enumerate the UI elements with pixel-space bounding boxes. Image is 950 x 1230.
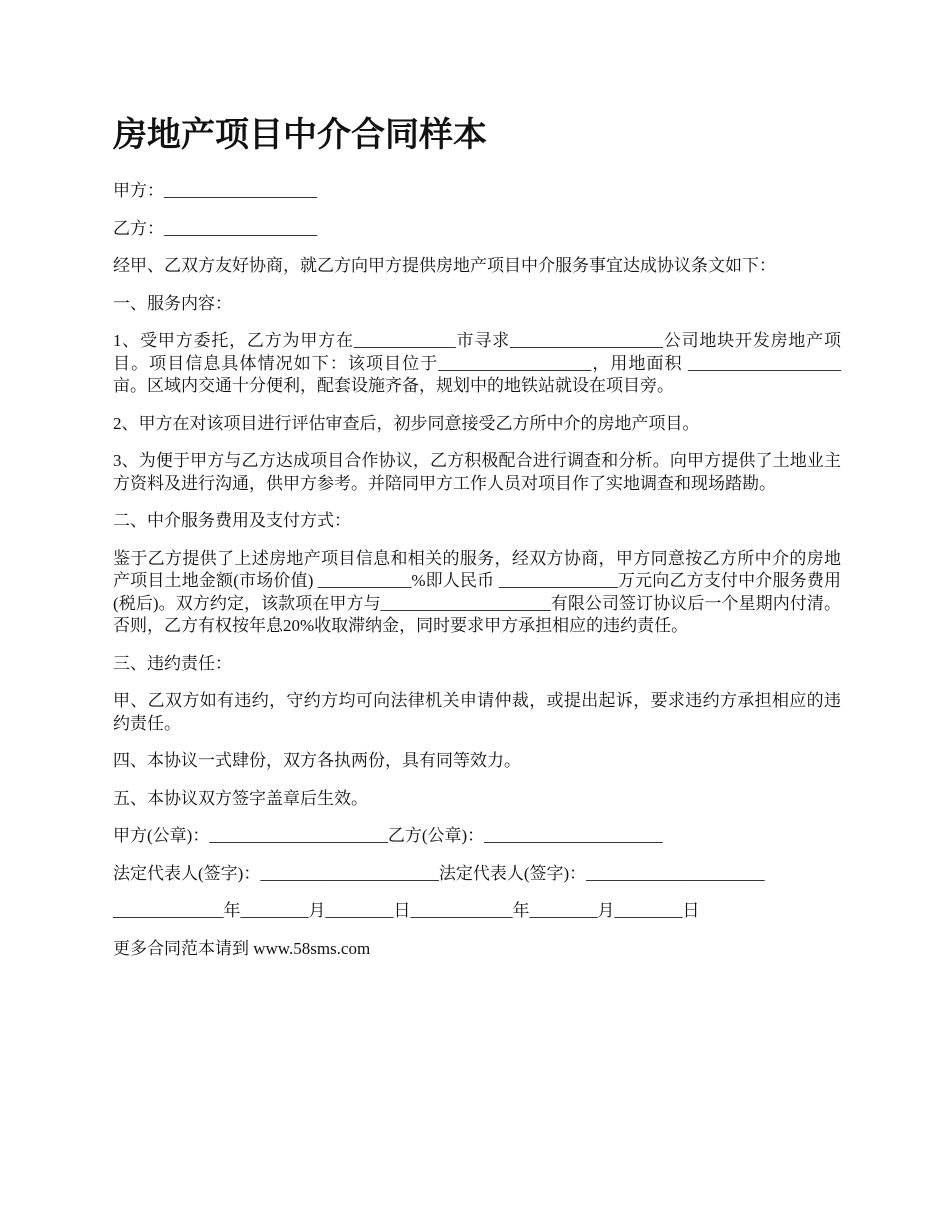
section-1-heading: 一、服务内容： (113, 293, 232, 313)
clause-5: 五、本协议双方签字盖章后生效。 (113, 788, 368, 808)
clause-1-3: 3、为便于甲方与乙方达成项目合作协议，乙方积极配合进行调查和分析。向甲方提供了土地业主方资料及进行沟通，供甲方参考。并陪同甲方工作人员对项目作了实地调查和现场踏勘。 (113, 451, 841, 493)
document-title: 房地产项目中介合同样本 (113, 115, 487, 155)
section-3-heading: 三、违约责任： (113, 653, 232, 673)
seal-line: 甲方(公章)：_____________________乙方(公章)：_____________________ (113, 826, 663, 845)
clause-4: 四、本协议一式肆份，双方各执两份，具有同等效力。 (113, 751, 521, 770)
section-2-heading: 二、中介服务费用及支付方式： (113, 511, 351, 530)
document-page (113, 110, 841, 975)
clause-2-1: 鉴于乙方提供了上述房地产项目信息和相关的服务，经双方协商，甲方同意按乙方所中介的房地产项目土地金额(市场价值) ___________%即人民币 ______________万元向乙方支付中介服务费用(税后)。双方约定，该款项在甲方与____________________有限公司签订协议后一个星期内付清。否则，乙方有权按年息20%收取滞纳金，同时要求甲方承担相应的违约责任。 (113, 548, 841, 635)
intro-paragraph: 经甲、乙双方友好协商，就乙方向甲方提供房地产项目中介服务事宜达成协议条文如下： (113, 256, 776, 275)
representative-signature-line: 法定代表人(签字)：_____________________法定代表人(签字)：_____________________ (113, 863, 765, 883)
clause-3-1: 甲、乙双方如有违约，守约方均可向法律机关申请仲裁，或提出起诉，要求违约方承担相应的违约责任。 (113, 691, 841, 733)
party-a-line: 甲方：__________________ (113, 181, 317, 200)
clause-1-2: 2、甲方在对该项目进行评估审查后，初步同意接受乙方所中介的房地产项目。 (113, 413, 700, 433)
party-b-line: 乙方：__________________ (113, 218, 317, 238)
clause-1-1: 1、受甲方委托，乙方为甲方在____________市寻求__________________公司地块开发房地产项目。项目信息具体情况如下：该项目位于__________________，用地面积 __________________亩。区域内交通十分便利，配套设施齐备，规划中的地铁站就设在项目旁。 (113, 331, 841, 395)
date-line: _____________年________月________日____________年________月________日 (113, 901, 700, 920)
footer-text: 更多合同范本请到 www.58sms.com (113, 938, 371, 958)
